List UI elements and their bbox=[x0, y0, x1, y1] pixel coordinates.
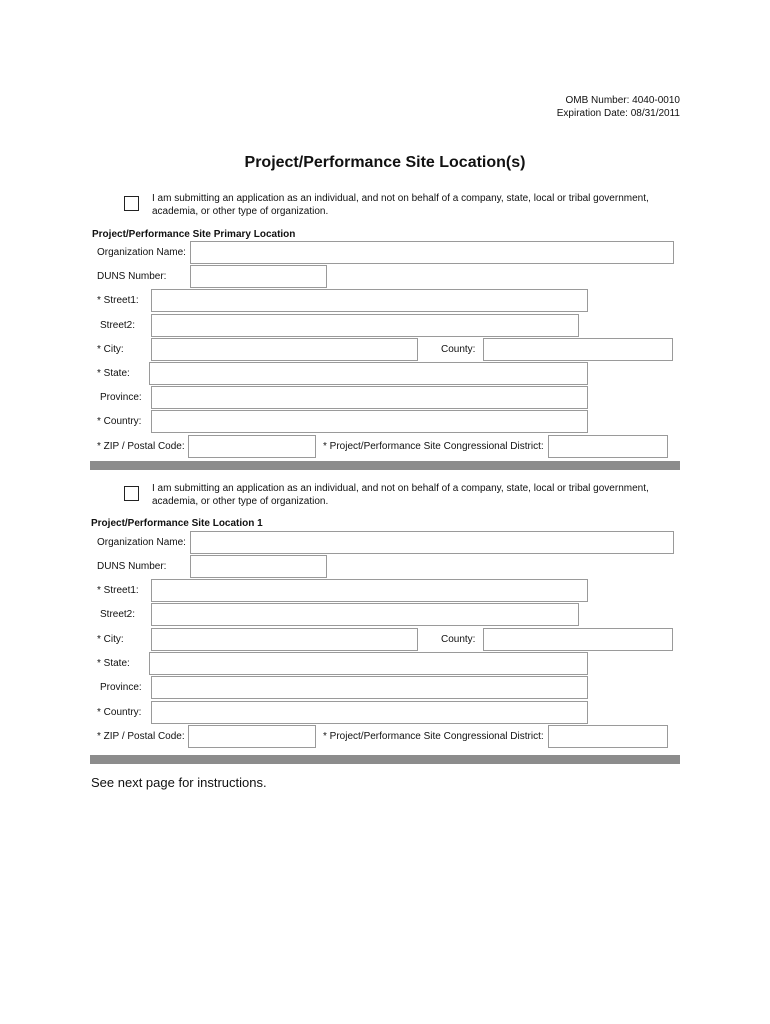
province-input[interactable] bbox=[151, 676, 588, 699]
county-label: County: bbox=[441, 634, 476, 645]
duns-number-input[interactable] bbox=[190, 555, 327, 578]
zip-input[interactable] bbox=[188, 725, 316, 748]
duns-number-label: DUNS Number: bbox=[97, 561, 167, 572]
omb-number: OMB Number: 4040-0010 bbox=[565, 95, 680, 106]
street1-label: * Street1: bbox=[97, 585, 139, 596]
city-input[interactable] bbox=[151, 338, 418, 361]
expiration-date: Expiration Date: 08/31/2011 bbox=[556, 108, 680, 119]
street2-input[interactable] bbox=[151, 603, 579, 626]
zip-input[interactable] bbox=[188, 435, 316, 458]
section-heading-location1: Project/Performance Site Location 1 bbox=[91, 518, 263, 529]
section-divider bbox=[90, 755, 680, 764]
omb-info bbox=[480, 94, 680, 120]
zip-label: * ZIP / Postal Code: bbox=[97, 441, 185, 452]
section-heading-primary: Project/Performance Site Primary Location bbox=[92, 229, 296, 240]
individual-checkbox-primary[interactable] bbox=[124, 196, 139, 211]
duns-number-input[interactable] bbox=[190, 265, 327, 288]
street1-label: * Street1: bbox=[97, 295, 139, 306]
state-label: * State: bbox=[97, 368, 130, 379]
organization-name-label: Organization Name: bbox=[97, 247, 186, 258]
district-input[interactable] bbox=[548, 435, 668, 458]
organization-name-label: Organization Name: bbox=[97, 537, 186, 548]
county-input[interactable] bbox=[483, 338, 673, 361]
district-label: * Project/Performance Site Congressional District: bbox=[323, 731, 544, 742]
page-title: Project/Performance Site Location(s) bbox=[244, 154, 526, 171]
province-input[interactable] bbox=[151, 386, 588, 409]
county-input[interactable] bbox=[483, 628, 673, 651]
country-select[interactable] bbox=[151, 410, 588, 433]
organization-name-input[interactable] bbox=[190, 241, 674, 264]
individual-statement-primary: I am submitting an application as an individual, and not on behalf of a company, state, local or tribal government, academia, or other type of organization. bbox=[152, 193, 649, 217]
duns-number-label: DUNS Number: bbox=[97, 271, 167, 282]
country-select[interactable] bbox=[151, 701, 588, 724]
footer-note: See next page for instructions. bbox=[91, 775, 267, 790]
city-label: * City: bbox=[97, 344, 124, 355]
section-divider bbox=[90, 461, 680, 470]
city-input[interactable] bbox=[151, 628, 418, 651]
state-select[interactable] bbox=[149, 362, 588, 385]
street2-label: Street2: bbox=[100, 609, 136, 620]
county-label: County: bbox=[441, 344, 476, 355]
street1-input[interactable] bbox=[151, 289, 588, 312]
street2-input[interactable] bbox=[151, 314, 579, 337]
organization-name-input[interactable] bbox=[190, 531, 674, 554]
district-input[interactable] bbox=[548, 725, 668, 748]
province-label: Province: bbox=[100, 392, 142, 403]
country-label: * Country: bbox=[97, 416, 142, 427]
zip-label: * ZIP / Postal Code: bbox=[97, 731, 185, 742]
street1-input[interactable] bbox=[151, 579, 588, 602]
country-label: * Country: bbox=[97, 707, 142, 718]
state-label: * State: bbox=[97, 658, 130, 669]
individual-statement-location1: I am submitting an application as an individual, and not on behalf of a company, state, local or tribal government, academia, or other type of organization. bbox=[152, 483, 649, 507]
street2-label: Street2: bbox=[100, 320, 136, 331]
province-label: Province: bbox=[100, 682, 142, 693]
city-label: * City: bbox=[97, 634, 124, 645]
district-label: * Project/Performance Site Congressional District: bbox=[323, 441, 544, 452]
individual-checkbox-location1[interactable] bbox=[124, 486, 139, 501]
state-select[interactable] bbox=[149, 652, 588, 675]
